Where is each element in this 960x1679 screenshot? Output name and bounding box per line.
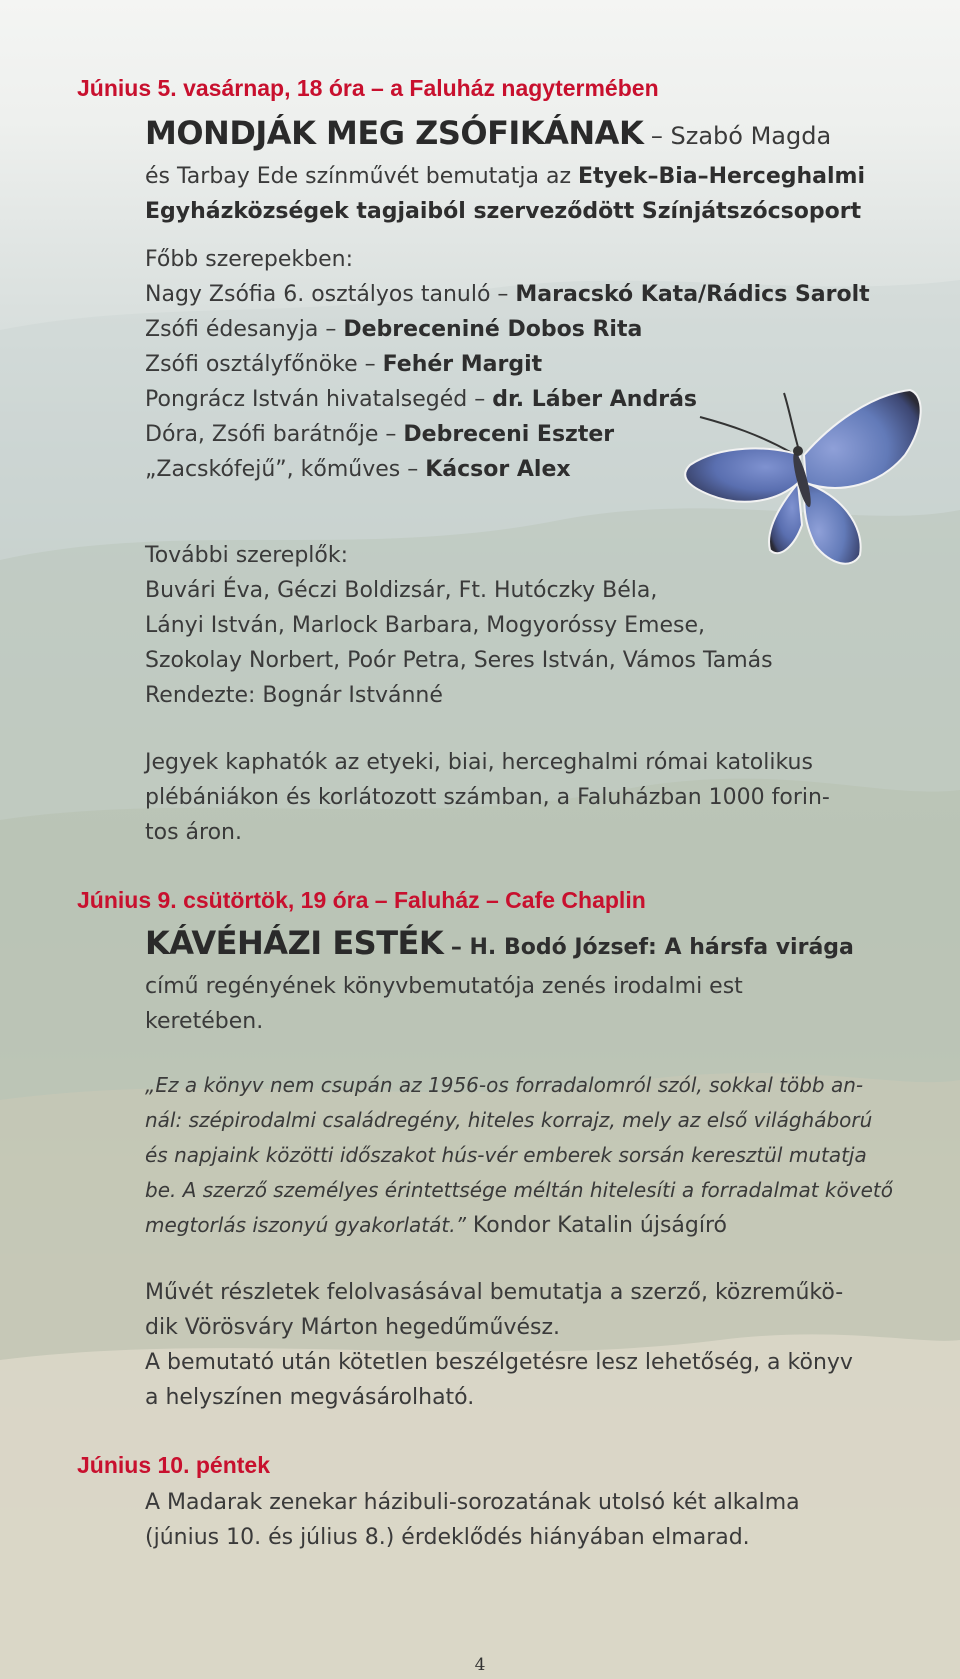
butterfly-icon xyxy=(680,385,930,585)
event1-desc-bold: Etyek–Bia–Herceghalmi xyxy=(578,164,865,189)
tickets-line: tos áron. xyxy=(145,820,242,845)
event3-heading: Június 10. péntek xyxy=(77,1452,271,1478)
cast-actor: Debreceniné Dobos Rita xyxy=(343,317,643,342)
event1-title: MONDJÁK MEG ZSÓFIKÁNAK xyxy=(145,114,644,152)
cast-actor: Kácsor Alex xyxy=(425,457,571,482)
quote-line: és napjaink közötti időszakot hús-vér emberek sorsán keresztül mutatja xyxy=(145,1143,867,1167)
others-label: További szereplők: xyxy=(145,543,349,568)
body-line: a helyszínen megvásárolható. xyxy=(145,1385,475,1410)
cast-role: Nagy Zsófia 6. osztályos tanuló – xyxy=(145,282,516,307)
tickets-line: plébániákon és korlátozott számban, a Faluházban 1000 forin- xyxy=(145,785,830,810)
event2-heading: Június 9. csütörtök, 19 óra – Faluház – Cafe Chaplin xyxy=(77,887,646,913)
others-line: Szokolay Norbert, Poór Petra, Seres István, Vámos Tamás xyxy=(145,648,773,673)
cast-actor: dr. Láber András xyxy=(492,387,698,412)
event1-block xyxy=(145,112,925,229)
cast-row xyxy=(145,277,925,312)
event2-quote xyxy=(145,1068,925,1243)
event2-title-suffix: – H. Bodó József: A hársfa virága xyxy=(443,935,854,960)
cast-role: „Zacskófejű”, kőműves – xyxy=(145,457,426,482)
event1-title-suffix: – Szabó Magda xyxy=(643,122,832,150)
body-line: Művét részletek felolvasásával bemutatja a szerző, közreműkö- xyxy=(145,1280,844,1305)
quote-line: nál: szépirodalmi családregény, hiteles korrajz, mely az első világháború xyxy=(145,1108,873,1132)
page-number: 4 xyxy=(474,1655,486,1675)
cast-actor: Maracskó Kata/Rádics Sarolt xyxy=(515,282,870,307)
event2-block xyxy=(145,922,925,1039)
quote-author: Kondor Katalin újságíró xyxy=(465,1213,728,1238)
event2-desc-line: című regényének könyvbemutatója zenés irodalmi est xyxy=(145,974,743,999)
quote-line: be. A szerző személyes érintettsége méltán hitelesíti a forradalmat követő xyxy=(145,1178,893,1202)
event2-desc-line: keretében. xyxy=(145,1009,264,1034)
event1-tickets xyxy=(145,745,925,850)
director-credit: Rendezte: Bognár Istvánné xyxy=(145,683,443,708)
cast-row xyxy=(145,347,925,382)
body-line: (június 10. és július 8.) érdeklődés hiányában elmarad. xyxy=(145,1525,750,1550)
quote-line: megtorlás iszonyú gyakorlatát.” xyxy=(145,1213,466,1237)
cast-label: Főbb szerepekben: xyxy=(145,247,353,272)
cast-role: Pongrácz István hivatalsegéd – xyxy=(145,387,493,412)
event1-desc: és Tarbay Ede színművét bemutatja az xyxy=(145,164,578,189)
cast-row xyxy=(145,312,925,347)
event2-body xyxy=(145,1275,925,1415)
cast-role: Zsófi osztályfőnöke – xyxy=(145,352,383,377)
cast-actor: Debreceni Eszter xyxy=(403,422,615,447)
cast-role: Zsófi édesanyja – xyxy=(145,317,344,342)
event1-heading: Június 5. vasárnap, 18 óra – a Faluház nagytermében xyxy=(77,75,659,101)
body-line: A bemutató után kötetlen beszélgetésre lesz lehetőség, a könyv xyxy=(145,1350,853,1375)
event2-title: KÁVÉHÁZI ESTÉK xyxy=(145,924,444,962)
tickets-line: Jegyek kaphatók az etyeki, biai, herceghalmi római katolikus xyxy=(145,750,813,775)
quote-line: „Ez a könyv nem csupán az 1956-os forradalomról szól, sokkal több an- xyxy=(145,1073,864,1097)
event1-desc-bold-2: Egyházközségek tagjaiból szerveződött Színjátszócsoport xyxy=(145,199,862,224)
body-line: dik Vörösváry Márton hegedűművész. xyxy=(145,1315,561,1340)
body-line: A Madarak zenekar házibuli-sorozatának utolsó két alkalma xyxy=(145,1490,800,1515)
others-line: Lányi István, Marlock Barbara, Mogyoróssy Emese, xyxy=(145,613,706,638)
cast-role: Dóra, Zsófi barátnője – xyxy=(145,422,404,447)
others-line: Buvári Éva, Géczi Boldizsár, Ft. Hutóczky Béla, xyxy=(145,578,658,603)
cast-actor: Fehér Margit xyxy=(382,352,543,377)
event3-body xyxy=(145,1485,925,1555)
